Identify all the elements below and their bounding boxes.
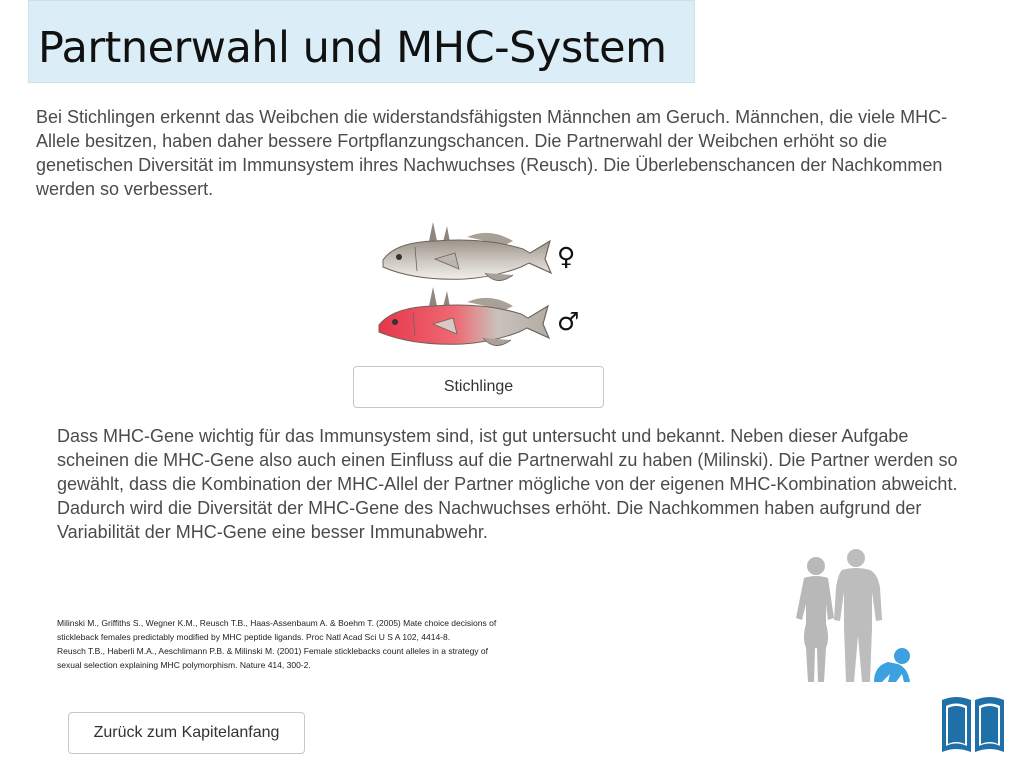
back-to-chapter-button[interactable]: Zurück zum Kapitelanfang — [68, 712, 305, 754]
male-symbol: ♂ — [557, 307, 580, 336]
reference-item: Reusch T.B., Haberli M.A., Aeschlimann P.B. & Milinski M. (2001) Female sticklebacks count alleles in a strategy of sexual selection explaining MHC polymorphism. Nature 414, 300-2. — [57, 646, 489, 670]
page-title: Partnerwahl und MHC-System — [38, 23, 667, 73]
body-paragraph: Dass MHC-Gene wichtig für das Immunsystem sind, ist gut untersucht und bekannt. Neben dieser Aufgabe scheinen die MHC-Gene also auch einen Einfluss auf die Partnerwahl zu haben (Milinski). Die Partner werden so gewählt, dass die Kombination der MHC-Allel der Partner mögliche von der eigenen MHC-Kombination abweicht. Dadurch wird die Diversität der MHC-Gene des Nachwuchses erhöht. Die Nachkommen haben aufgrund der Variabilität der MHC-Gene eine besser Immunabwehr. — [57, 426, 958, 542]
stickleback-fish-illustration — [375, 215, 555, 350]
open-book-icon[interactable] — [940, 694, 1006, 754]
female-symbol: ♀ — [557, 242, 576, 271]
stichlinge-button[interactable]: Stichlinge — [353, 366, 604, 408]
stickleback-figure — [375, 215, 585, 350]
female-fish — [383, 222, 551, 281]
family-silhouette-icon — [790, 548, 915, 684]
intro-paragraph: Bei Stichlingen erkennt das Weibchen die widerstandsfähigsten Männchen am Geruch. Männchen, die viele MHC-Allele besitzen, haben daher bessere Fortpflanzungschancen. Die Partnerwahl der Weibchen erhöht so die genetischen Diversität im Immunsystem ihres Nachwuchses (Reusch). Die Überlebenschancen der Nachkommen werden so verbessert. — [36, 107, 948, 199]
reference-item: Milinski M., Griffiths S., Wegner K.M., Reusch T.B., Haas-Assenbaum A. & Boehm T. (2005) Mate choice decisions of stickleback females predictably modified by MHC peptide ligands. Proc Natl Acad Sci U S A 102, 4414-8. — [57, 618, 497, 642]
title-banner — [28, 0, 695, 83]
references — [57, 616, 502, 672]
male-fish — [379, 287, 549, 346]
